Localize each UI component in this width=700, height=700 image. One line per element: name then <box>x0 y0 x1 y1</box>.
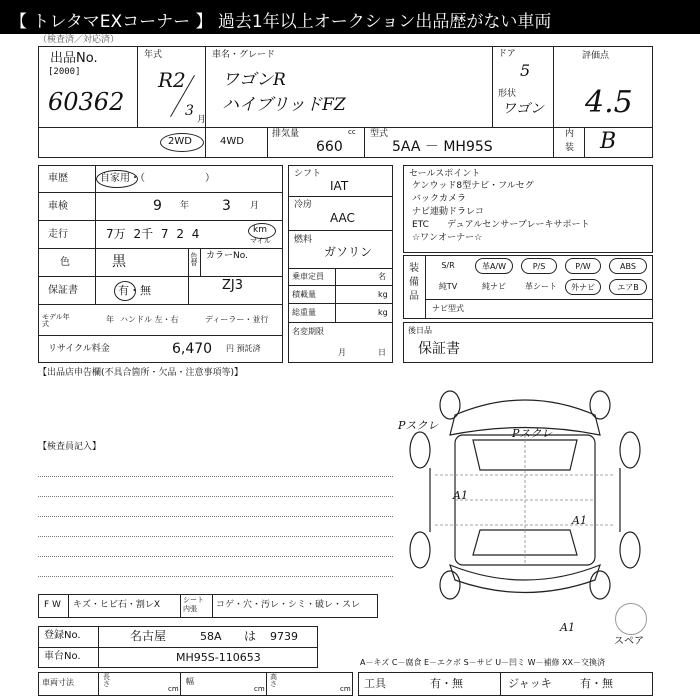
dims-length-unit: cm <box>168 685 179 693</box>
door-label: ドア <box>498 49 516 59</box>
inspection-year: 9 <box>153 198 162 214</box>
aircon-value: AAC <box>330 211 355 225</box>
dims-height: 高さ <box>270 673 277 688</box>
dims-width: 幅 <box>186 677 194 686</box>
year-era: R2 <box>158 68 186 92</box>
recycle-value: 6,470 <box>172 341 213 357</box>
divider <box>288 196 393 197</box>
registration-class: 58A <box>200 630 222 643</box>
mileage-label: 走行 <box>48 229 68 240</box>
interior-value: B <box>600 129 617 154</box>
divider <box>364 127 365 158</box>
divider <box>266 672 267 696</box>
shape-value: ワゴン <box>502 101 544 117</box>
inspection-label: 車検 <box>48 201 68 212</box>
chassis-value: MH95S-110653 <box>176 651 261 664</box>
spare-label: スペア <box>614 636 644 647</box>
glass-sheet-items: コゲ・穴・汚レ・シミ・破レ・スレ <box>216 600 361 610</box>
navi-model-label: ナビ型式 <box>432 304 464 313</box>
sales-label: セールスポイント <box>409 169 481 179</box>
inspector-line <box>38 576 393 577</box>
inspector-line <box>38 496 393 497</box>
divider <box>584 127 585 158</box>
inspector-label: 【検査員記入】 <box>38 442 102 452</box>
divider <box>500 672 501 696</box>
dims-height-unit: cm <box>340 685 351 693</box>
year-month-unit: 月 <box>197 115 207 125</box>
divider <box>335 268 336 322</box>
displacement-value: 660 <box>316 139 343 155</box>
declaration-label: 【出品店申告欄(不具合箇所・欠品・注意事項等)】 <box>38 368 244 378</box>
car-label: 車名・グレード <box>212 50 276 60</box>
recycle-unit: 円 預託済 <box>226 344 261 353</box>
lot-number: 60362 <box>48 88 125 116</box>
divider <box>425 299 653 300</box>
registration-label: 登録No. <box>44 630 81 641</box>
door-value: 5 <box>520 61 531 80</box>
registration-number: 9739 <box>270 630 298 643</box>
equip-sr: S/R <box>441 261 455 270</box>
capacity-label: 乗車定員 <box>292 272 324 281</box>
loadcap-label: 積載量 <box>292 290 316 299</box>
divider <box>38 192 283 193</box>
divider <box>288 268 393 269</box>
fuel-value: ガソリン <box>324 245 373 259</box>
docs-label: 後日品 <box>408 326 432 335</box>
jack-value: 有・無 <box>580 677 613 690</box>
inspector-line <box>38 516 393 517</box>
score-value: 4.5 <box>585 85 633 120</box>
shape-label: 形状 <box>498 89 517 99</box>
divider <box>98 672 99 696</box>
drive-2wd: 2WD <box>168 136 192 147</box>
color-value: 黒 <box>112 254 126 270</box>
equip-leather: 革シート <box>525 282 557 291</box>
recycle-label: リサイクル料金 <box>48 344 110 354</box>
lot-label: 出品No. <box>50 51 98 66</box>
warranty-value: 有・無 <box>118 284 151 297</box>
weight-unit: kg <box>378 308 388 317</box>
mileage-unit: km <box>253 225 267 235</box>
dims-width-unit: cm <box>254 685 265 693</box>
mileage-value: 7万 2千 7 2 4 <box>106 227 200 241</box>
color-repaint-label: 色替 <box>190 252 198 266</box>
glass-sheet: シート 内張 <box>183 596 204 613</box>
history-options: 自家用・（ ） <box>100 173 215 184</box>
car-name: ワゴンR <box>222 70 286 90</box>
divider <box>38 276 283 277</box>
diagram-note-3: A1 <box>453 489 468 502</box>
diagram-note-5: A1 <box>560 621 575 634</box>
shift-value: IAT <box>330 179 349 193</box>
divider <box>212 594 213 618</box>
dims-length: 長さ <box>103 673 110 688</box>
loadcap-unit: kg <box>378 290 388 299</box>
mileage-unit2: マイル <box>250 237 271 245</box>
inspection-year-unit: 年 <box>180 201 190 211</box>
tools-value: 有・無 <box>430 677 463 690</box>
sales-line-3: ナビ連動ドラレコ <box>412 207 485 217</box>
inspection-month-unit: 月 <box>250 201 260 211</box>
sales-line-1: ケンウッド8型ナビ・フルセグ <box>412 181 534 191</box>
tools-label: 工具 <box>364 677 386 690</box>
model-year-unit: 年 <box>106 315 114 324</box>
divider <box>492 46 493 128</box>
warranty-circle <box>114 281 136 301</box>
color-code-label: カラーNo. <box>206 251 248 261</box>
equipment-label: 装備品 <box>409 263 419 302</box>
divider <box>38 248 283 249</box>
displacement-unit: cc <box>348 128 356 136</box>
dims-label: 車両寸法 <box>42 678 74 687</box>
divider <box>267 127 268 158</box>
history-circle <box>96 170 138 188</box>
docs-value: 保証書 <box>418 341 460 357</box>
model-year-label: モデル年式 <box>42 313 70 328</box>
divider <box>553 46 554 158</box>
inspector-line <box>38 476 393 477</box>
glass-items: キズ・ヒビ石・割レX <box>73 600 160 610</box>
glass-fw: F W <box>44 600 61 610</box>
divider <box>98 626 99 668</box>
divider <box>95 165 96 304</box>
divider <box>288 230 393 231</box>
color-code: ZJ3 <box>222 278 244 293</box>
divider <box>180 594 181 618</box>
equip-tv: 純TV <box>438 282 458 291</box>
divider <box>68 594 69 618</box>
equip-pw: P/W <box>565 258 601 274</box>
divider <box>425 255 426 319</box>
aircon-label: 冷房 <box>294 200 313 210</box>
jack-label: ジャッキ <box>508 677 552 690</box>
sales-line-4: ETC デュアルセンサーブレーキサポート <box>412 220 590 230</box>
sales-line-2: バックカメラ <box>412 194 467 204</box>
model-label: 型式 <box>370 129 389 139</box>
namechange-label: 名変期限 <box>292 327 324 336</box>
car-diagram <box>395 380 655 610</box>
chassis-label: 車台No. <box>44 651 81 662</box>
fuel-label: 燃料 <box>294 235 313 245</box>
history-label: 車歴 <box>48 173 68 184</box>
sales-line-5: ☆ワンオーナー☆ <box>412 233 483 243</box>
divider <box>38 127 553 128</box>
score-label: 評価点 <box>582 51 610 61</box>
equip-ps: P/S <box>521 258 557 274</box>
namechange-month: 月 <box>338 348 346 357</box>
divider <box>180 672 181 696</box>
drive-4wd: 4WD <box>220 136 244 147</box>
car-grade: ハイブリッドFZ <box>222 95 346 115</box>
model-year-dealer: ディーラー・並行 <box>205 315 269 324</box>
registration-place: 名古屋 <box>130 629 167 643</box>
equip-aw: 革A/W <box>475 258 513 274</box>
diagram-note-4: A1 <box>572 514 587 527</box>
registration-kana: は <box>244 629 257 643</box>
inspector-line <box>38 536 393 537</box>
equip-airbag: エアB <box>609 279 647 295</box>
model-value: 5AA － MH95S <box>392 139 493 155</box>
capacity-unit: 名 <box>378 272 386 281</box>
namechange-day: 日 <box>378 348 386 357</box>
inspection-month: 3 <box>222 198 231 214</box>
equip-abs: ABS <box>609 258 647 274</box>
divider <box>553 127 653 128</box>
weight-label: 総重量 <box>292 308 316 317</box>
diagram-note-2: Pスクレ <box>512 427 553 440</box>
divider <box>188 248 189 304</box>
top-note: （検査済／対応済） <box>38 35 120 45</box>
interior-label-2: 装 <box>565 143 575 153</box>
equip-navi: 純ナビ <box>482 282 506 291</box>
dims-box <box>38 672 353 696</box>
header-banner-text: 【 トレタマEXコーナー 】 過去1年以上オークション出品歴がない車両 <box>10 12 552 32</box>
diagram-note-1: Pスクレ <box>398 419 439 432</box>
divider <box>205 46 206 158</box>
detail-box <box>38 165 283 363</box>
interior-label-1: 内 <box>565 129 575 139</box>
equip-ext-navi: 外ナビ <box>565 279 601 295</box>
divider <box>38 647 318 648</box>
divider <box>288 322 393 323</box>
year-label: 年式 <box>144 50 163 60</box>
warranty-label: 保証書 <box>48 285 78 296</box>
color-label: 色 <box>60 257 70 268</box>
inspector-line <box>38 556 393 557</box>
divider <box>137 46 138 128</box>
displacement-label: 排気量 <box>272 129 300 139</box>
divider <box>288 285 393 286</box>
divider <box>200 248 201 276</box>
year-month: 3 <box>185 103 194 119</box>
divider <box>38 335 283 336</box>
divider <box>288 303 393 304</box>
lot-stamp: [2000] <box>48 67 81 77</box>
legend: A－キズ C－腐食 E－エクボ S－サビ U－凹ミ W－補修 XX－交換済 <box>360 658 606 667</box>
model-year-handle: ハンドル 左・右 <box>120 315 179 324</box>
spare-tire-icon <box>615 603 647 635</box>
divider <box>38 304 283 305</box>
shift-label: シフト <box>294 169 322 179</box>
divider <box>38 220 283 221</box>
